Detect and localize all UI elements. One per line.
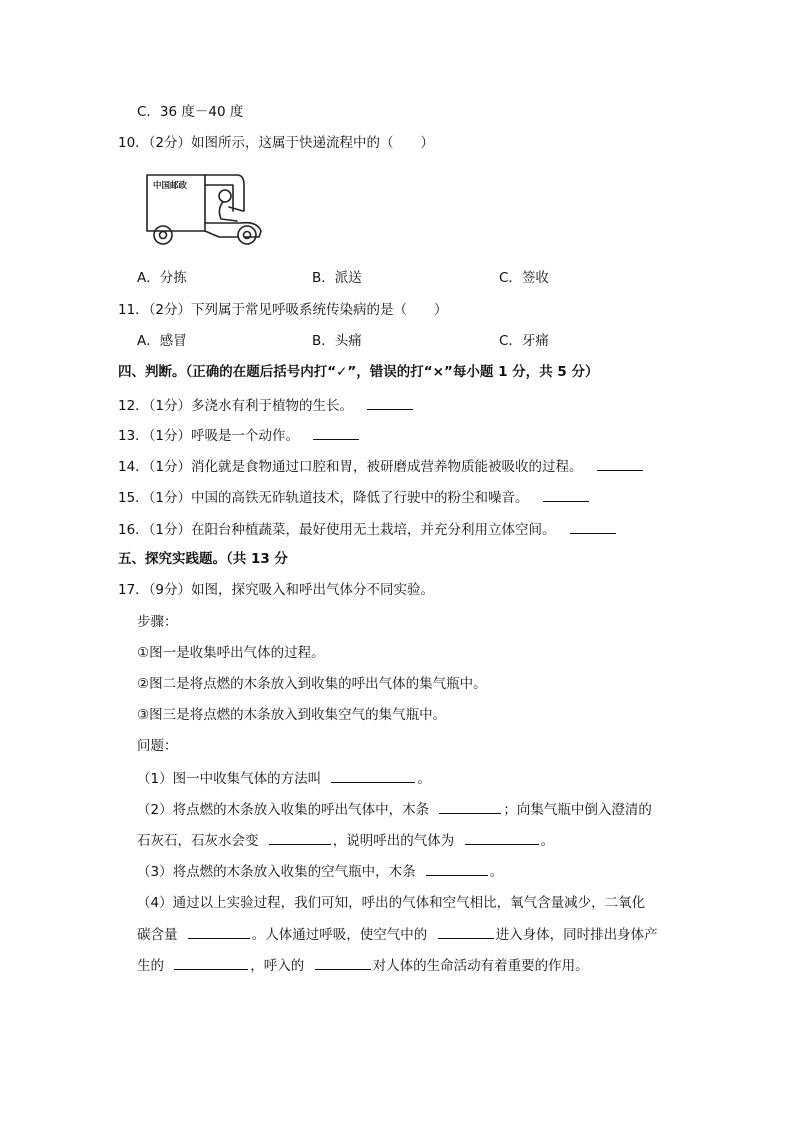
q15-text: 15．（1分）中国的高铁无砟轨道技术，降低了行驶中的粉尘和噪音。 xyxy=(118,490,529,506)
rear-wheel xyxy=(154,226,172,244)
q10-option-a: A．分拣 xyxy=(137,270,187,286)
sub2-blank-3[interactable] xyxy=(465,830,539,845)
sub4-text-c: 。人体通过呼吸，使空气中的 xyxy=(251,927,428,943)
rear-hub xyxy=(160,232,167,239)
step-3: ③图三是将点燃的木条放入到收集空气的集气瓶中。 xyxy=(137,707,447,723)
q15-answer-blank[interactable] xyxy=(543,487,589,502)
sub2-blank-2[interactable] xyxy=(269,830,331,845)
q13-answer-blank[interactable] xyxy=(313,425,359,440)
china-post-label: 中国邮政 xyxy=(153,181,188,191)
rider-body xyxy=(219,202,237,221)
q11-option-a: A．感冒 xyxy=(137,333,187,349)
sub4-blank-2[interactable] xyxy=(438,924,494,939)
q11-stem: 11．（2分）下列属于常见呼吸系统传染病的是（ ） xyxy=(118,302,448,318)
q16-text: 16．（1分）在阳台种植蔬菜，最好使用无土栽培，并充分利用立体空间。 xyxy=(118,522,556,538)
q15-line xyxy=(118,487,591,508)
q17-stem: 17．（9分）如图，探究吸入和呼出气体分不同实验。 xyxy=(118,582,435,598)
rider-head xyxy=(219,190,231,202)
sub4-text-b: 碳含量 xyxy=(137,927,178,943)
q12-line xyxy=(118,395,415,416)
sub3-text-b: 。 xyxy=(489,864,504,880)
q10-option-b: B．派送 xyxy=(312,270,362,286)
q16-answer-blank[interactable] xyxy=(570,519,616,534)
q11-option-b: B．头痛 xyxy=(312,333,362,349)
sub2-text-a: （2）将点燃的木条放入收集的呼出气体中，木条 xyxy=(137,802,430,818)
q9-option-c: C．36 度－40 度 xyxy=(137,104,244,120)
sub-question-4-line3 xyxy=(137,955,589,976)
sub2-text-b: ；向集气瓶中倒入澄清的 xyxy=(503,802,652,818)
q10-option-c: C．签收 xyxy=(499,270,549,286)
sub1-blank[interactable] xyxy=(331,768,415,783)
sub4-text-e: 生的 xyxy=(137,958,164,974)
q12-text: 12．（1分）多浇水有利于植物的生长。 xyxy=(118,398,354,414)
section4-title: 四、判断。（正确的在题后括号内打“✓”，错误的打“×”每小题 1 分，共 5 分） xyxy=(118,364,599,380)
step-1: ①图一是收集呼出气体的过程。 xyxy=(137,645,325,661)
q14-answer-blank[interactable] xyxy=(597,456,643,471)
sub1-text-a: （1）图一中收集气体的方法叫 xyxy=(137,771,322,787)
sub3-blank[interactable] xyxy=(426,861,488,876)
sub2-blank-1[interactable] xyxy=(439,799,501,814)
front-wheel xyxy=(238,226,256,244)
sub4-text-f: ，呼入的 xyxy=(250,958,305,974)
q14-text: 14．（1分）消化就是食物通过口腔和胃，被研磨成营养物质能被吸收的过程。 xyxy=(118,459,583,475)
q14-line xyxy=(118,456,645,477)
sub4-text-g: 对人体的生命活动有着重要的作用。 xyxy=(372,958,589,974)
sub-question-3 xyxy=(137,861,503,882)
q13-line xyxy=(118,425,361,446)
q13-text: 13．（1分）呼吸是一个动作。 xyxy=(118,428,300,444)
q10-stem: 10．（2分）如图所示，这属于快递流程中的（ ） xyxy=(118,135,435,151)
steps-label: 步骤： xyxy=(137,614,178,630)
step-2: ②图二是将点燃的木条放入到收集的呼出气体的集气瓶中。 xyxy=(137,676,487,692)
sub4-blank-3[interactable] xyxy=(174,955,248,970)
cabin-roof xyxy=(205,175,244,211)
q12-answer-blank[interactable] xyxy=(367,395,413,410)
sub1-text-b: 。 xyxy=(417,771,431,787)
sub2-text-d: ，说明呼出的气体为 xyxy=(332,833,455,849)
sub-question-4-line1: （4）通过以上实验过程，我们可知，呼出的气体和空气相比，氧气含量减少，二氧化 xyxy=(137,895,646,911)
sub4-blank-1[interactable] xyxy=(188,924,250,939)
sub-question-2-line1 xyxy=(137,799,652,820)
delivery-tricycle-figure xyxy=(145,171,265,247)
sub2-text-e: 。 xyxy=(540,833,555,849)
sub-question-4-line2 xyxy=(137,924,658,945)
scooter-base xyxy=(205,231,237,237)
sub4-text-d: 进入身体，同时排出身体产 xyxy=(495,927,658,943)
sub2-text-c: 石灰石，石灰水会变 xyxy=(137,833,259,849)
sub4-blank-4[interactable] xyxy=(315,955,371,970)
section5-title: 五、探究实践题。（共 13 分 xyxy=(118,551,288,567)
sub-question-1 xyxy=(137,768,431,789)
questions-label: 问题： xyxy=(137,738,178,754)
q16-line xyxy=(118,519,618,540)
q11-option-c: C．牙痛 xyxy=(499,333,549,349)
rider-arm xyxy=(229,207,243,211)
sub3-text-a: （3）将点燃的木条放入收集的空气瓶中，木条 xyxy=(137,864,416,880)
sub-question-2-line2 xyxy=(137,830,554,851)
